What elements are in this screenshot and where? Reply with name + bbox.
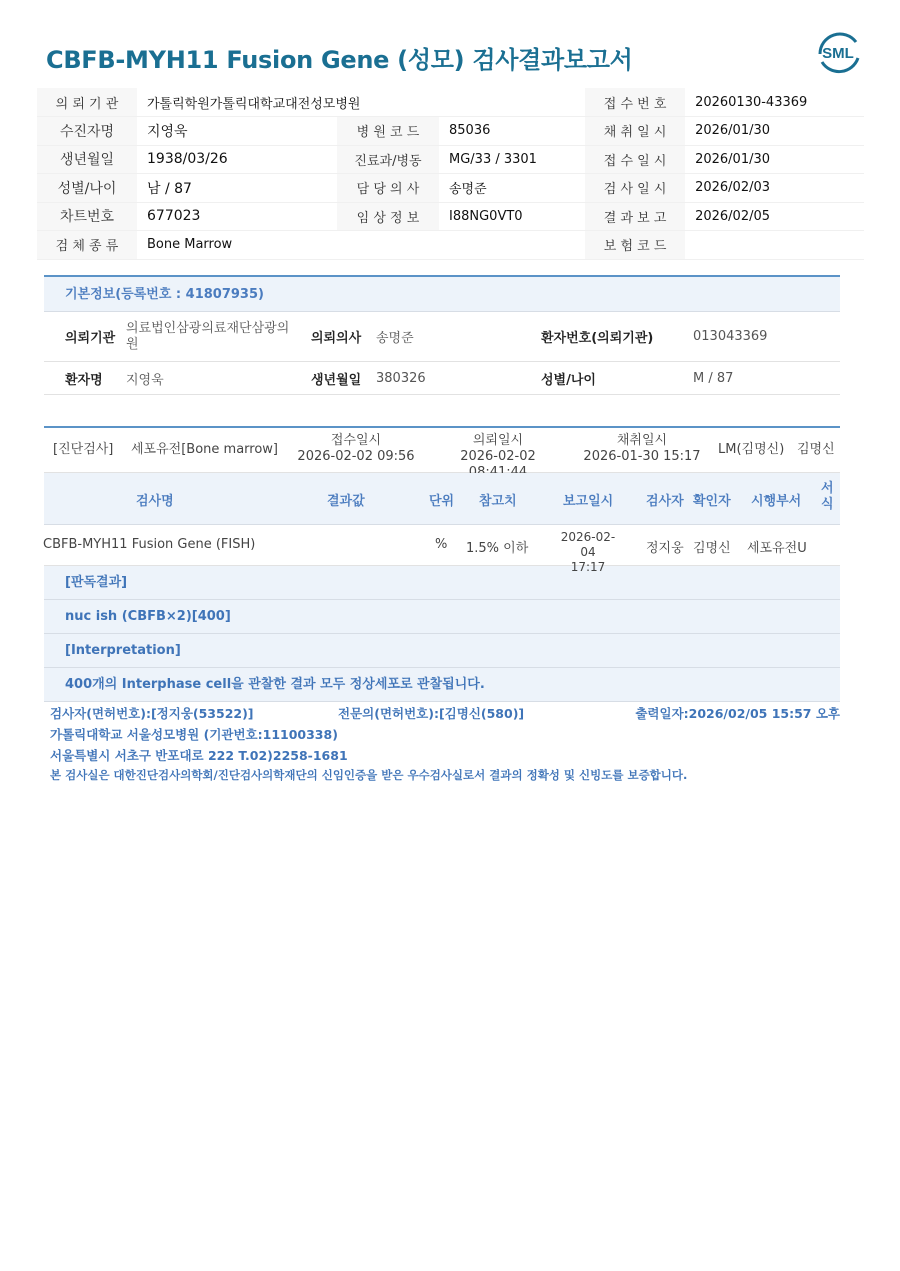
- basic-inst-value: 의료법인삼광의료재단삼광의원: [126, 320, 290, 352]
- basic-inst-label: 의뢰기관: [65, 331, 116, 346]
- value-hospital-code: 85036: [439, 117, 585, 146]
- row-report-time: 17:17: [570, 560, 606, 574]
- value-doctor: 송명준: [439, 174, 585, 203]
- diag-received-label: 접수일시: [330, 433, 382, 448]
- basic-name-label: 환자명: [65, 372, 103, 388]
- value-department: MG/33 / 3301: [439, 145, 585, 174]
- result-heading: [판독결과]: [44, 566, 840, 600]
- diagnostic-summary: [44, 428, 840, 473]
- label-clinical-info: 임 상 정 보: [337, 202, 439, 231]
- value-test-date: 2026/02/03: [685, 174, 864, 203]
- label-specimen: 검 체 종 류: [37, 231, 137, 260]
- diag-received-value: 2026-02-02 09:56: [297, 449, 415, 464]
- basic-pid-label: 환자번호(의뢰기관): [541, 331, 654, 346]
- basic-doctor-label: 의뢰의사: [311, 331, 362, 346]
- basic-info-section: [44, 275, 840, 395]
- basic-pid-value: 013043369: [693, 329, 768, 344]
- label-institution: 의 뢰 기 관: [37, 88, 137, 117]
- footer-tester: 검사자(면허번호):[정지웅(53522)]: [50, 706, 254, 721]
- value-dob: 1938/03/26: [137, 145, 337, 174]
- sml-logo: [812, 28, 864, 76]
- label-dob: 생년월일: [37, 145, 137, 174]
- value-specimen: Bone Marrow: [137, 231, 585, 260]
- col-department: 시행부서: [751, 494, 802, 509]
- label-doctor: 담 당 의 사: [337, 174, 439, 203]
- col-result: 결과값: [327, 494, 365, 509]
- value-chart-no: 677023: [137, 202, 337, 231]
- label-sex-age: 성별/나이: [37, 174, 137, 203]
- row-report-datetime: [555, 530, 621, 575]
- col-confirmer: 확인자: [693, 494, 731, 509]
- diag-category: [진단검사]: [53, 442, 114, 457]
- basic-dob-label: 생년월일: [311, 372, 362, 388]
- basic-info-row: [44, 362, 840, 395]
- value-received: 2026/01/30: [685, 145, 864, 174]
- footer-hospital: 가톨릭대학교 서울성모병원 (기관번호:11100338): [50, 727, 338, 742]
- col-reference: 참고치: [479, 494, 517, 509]
- col-unit: 단위: [429, 494, 455, 509]
- row-report-date: 2026-02-04: [560, 530, 616, 559]
- value-patient-name: 지영욱: [137, 117, 337, 146]
- interpretation-heading: [Interpretation]: [44, 634, 840, 668]
- row-department: 세포유전U: [747, 541, 807, 556]
- value-report-date: 2026/02/05: [685, 202, 864, 231]
- basic-dob-value: 380326: [376, 370, 426, 386]
- label-chart-no: 차트번호: [37, 202, 137, 231]
- diag-collected: [582, 433, 702, 465]
- diag-confirmer: 김명신: [797, 442, 835, 457]
- value-sex-age: 남 / 87: [137, 174, 337, 203]
- diag-collected-label: 채취일시: [616, 433, 668, 448]
- basic-doctor-value: 송명준: [376, 331, 414, 346]
- diag-collected-value: 2026-01-30 15:17: [583, 449, 701, 464]
- label-patient-name: 수진자명: [37, 117, 137, 146]
- label-report-date: 결 과 보 고: [585, 202, 685, 231]
- footer-specialist: 전문의(면허번호):[김명신(580)]: [338, 706, 525, 721]
- row-unit: %: [435, 537, 448, 552]
- col-test-name: 검사명: [136, 494, 174, 509]
- diag-requested-value: 2026-02-02: [460, 449, 536, 464]
- col-form: 서식: [821, 481, 834, 512]
- footer-printed: 출력일자:2026/02/05 15:57 오후: [635, 706, 840, 721]
- diag-specimen: 세포유전[Bone marrow]: [131, 442, 279, 457]
- label-collected: 채 취 일 시: [585, 117, 685, 146]
- label-accession-no: 접 수 번 호: [585, 88, 685, 117]
- basic-info-heading: 기본정보(등록번호 : 41807935): [44, 277, 840, 312]
- col-tester: 검사자: [646, 494, 684, 509]
- label-received: 접 수 일 시: [585, 145, 685, 174]
- row-tester: 정지웅: [646, 541, 684, 556]
- col-report-date: 보고일시: [563, 494, 614, 509]
- label-test-date: 검 사 일 시: [585, 174, 685, 203]
- value-clinical-info: I88NG0VT0: [439, 202, 585, 231]
- label-insurance-code: 보 험 코 드: [585, 231, 685, 260]
- diagnostic-section: [44, 426, 840, 702]
- row-confirmer: 김명신: [693, 541, 731, 556]
- value-collected: 2026/01/30: [685, 117, 864, 146]
- report-title: CBFB-MYH11 Fusion Gene (성모) 검사결과보고서: [46, 46, 633, 74]
- diag-received: [296, 433, 416, 465]
- basic-info-row: [44, 312, 840, 362]
- patient-header-table: [37, 88, 864, 260]
- basic-sex-label: 성별/나이: [541, 372, 596, 388]
- label-hospital-code: 병 원 코 드: [337, 117, 439, 146]
- value-insurance-code: [685, 231, 864, 260]
- row-test-name: CBFB-MYH11 Fusion Gene (FISH): [43, 537, 256, 552]
- row-reference: 1.5% 이하: [466, 541, 529, 556]
- value-accession-no: 20260130-43369: [685, 88, 864, 117]
- logo-text: SML: [822, 45, 854, 62]
- results-table-header: [44, 473, 840, 525]
- footer-address: 서울특별시 서초구 반포대로 222 T.02)2258-1681: [50, 748, 348, 763]
- diag-requested-label: 의뢰일시: [472, 433, 524, 448]
- result-karyotype: nuc ish (CBFB×2)[400]: [44, 600, 840, 634]
- value-institution: 가톨릭학원가톨릭대학교대전성모병원: [137, 88, 585, 117]
- label-department: 진료과/병동: [337, 145, 439, 174]
- interpretation-text: 400개의 Interphase cell을 관찰한 결과 모두 정상세포로 관찰됩니다.: [44, 668, 840, 702]
- diag-lab: LM(김명신): [718, 442, 785, 457]
- footer-certification: 본 검사실은 대한진단검사의학회/진단검사의학재단의 신임인증을 받은 우수검사실로서 결과의 정확성 및 신빙도를 보증합니다.: [50, 768, 688, 782]
- basic-name-value: 지영욱: [126, 372, 164, 388]
- table-row: [43, 525, 840, 574]
- basic-sex-value: M / 87: [693, 370, 734, 386]
